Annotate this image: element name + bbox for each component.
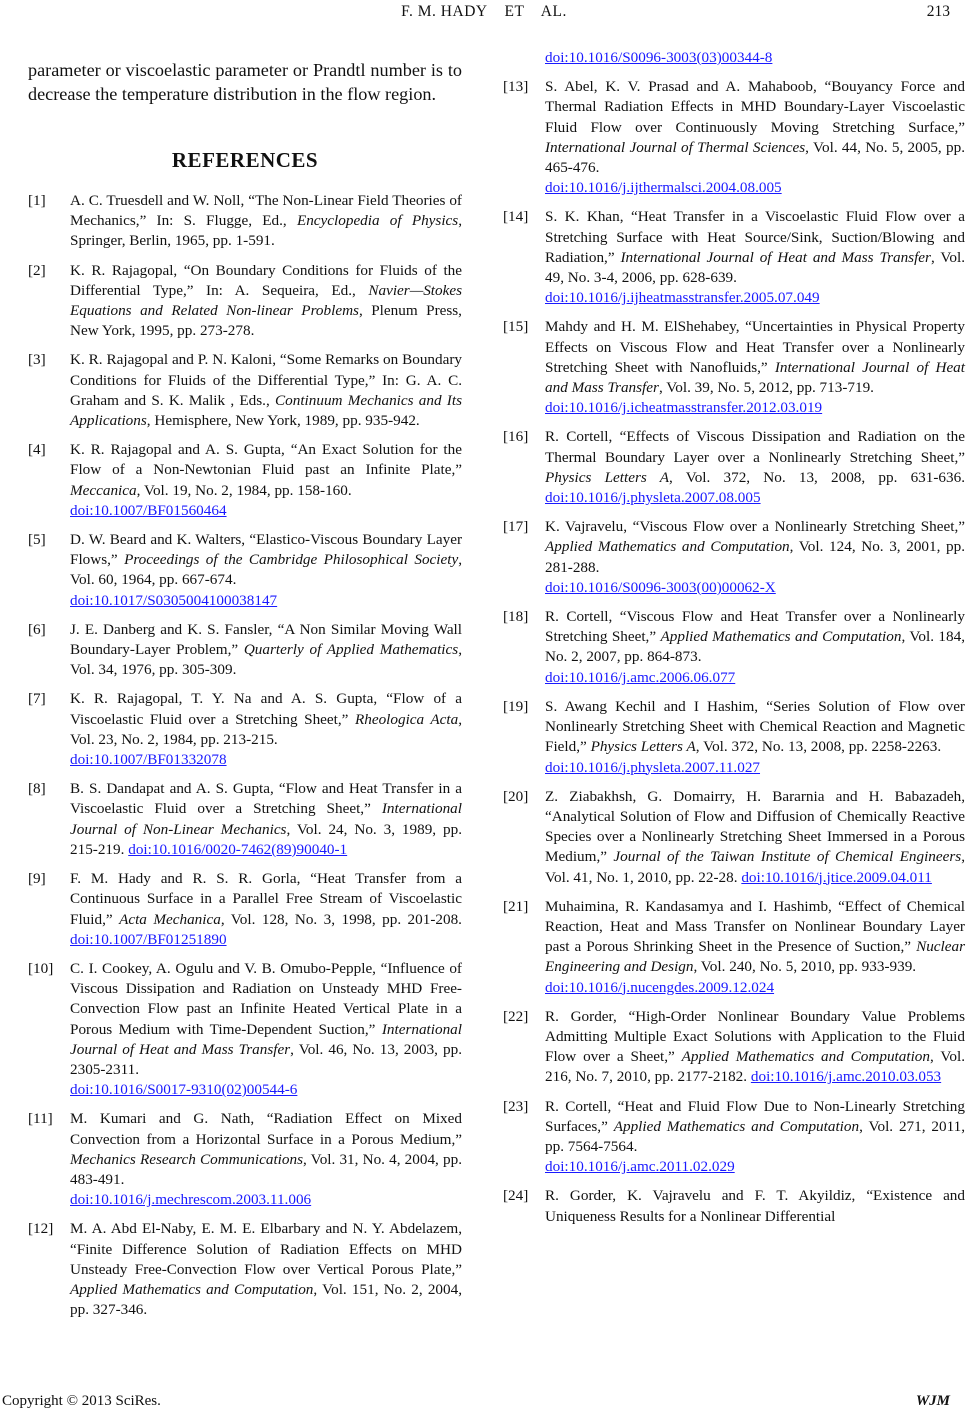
- reference-item: [28, 1109, 462, 1210]
- doi-link[interactable]: doi:10.1007/BF01332078: [70, 751, 227, 769]
- reference-number: [19]: [503, 697, 529, 715]
- reference-number: [24]: [503, 1187, 529, 1205]
- reference-number: [18]: [503, 608, 529, 626]
- reference-item: [28, 440, 462, 521]
- reference-number: [1]: [28, 192, 46, 209]
- doi-link[interactable]: doi:10.1016/j.jtice.2009.04.011: [741, 868, 932, 886]
- reference-number: [12]: [28, 1220, 54, 1238]
- reference-item: [28, 620, 462, 681]
- doi-link[interactable]: doi:10.1016/j.amc.2006.06.077: [545, 668, 736, 686]
- reference-list-left: [28, 191, 462, 1320]
- conclusion-paragraph: parameter or viscoelastic parameter or Prandtl number is to decrease the temperature distribution in the flow region.: [28, 60, 462, 104]
- reference-item: [28, 959, 462, 1100]
- reference-text: B. S. Dandapat and A. S. Gupta, “Flow and Heat Transfer in a Viscoelastic Fluid over a Stretching Sheet,” International Journal of Non-Linear Mechanics, Vol. 24, No. 3, 1989, pp. 215-219.: [70, 780, 463, 858]
- reference-body: [70, 530, 462, 611]
- reference-text: Muhaimina, R. Kandasamya and I. Hashimb, “Effect of Chemical Reaction, Heat and Mass Transfer on Nonlinear Boundary Layer past a Porous Shrinking Sheet in the Presence of Suction,” Nuclear Engineering and Design, Vol. 240, No. 5, 2010, pp. 933-939.: [545, 897, 965, 976]
- reference-item: [503, 787, 965, 888]
- doi-link[interactable]: doi:10.1016/j.ijthermalsci.2004.08.005: [545, 179, 782, 197]
- reference-number: [3]: [28, 351, 46, 369]
- doi-link[interactable]: doi:10.1016/0020-7462(89)90040-1: [128, 840, 348, 858]
- doi-link[interactable]: doi:10.1016/j.mechrescom.2003.11.006: [70, 1191, 312, 1209]
- reference-body: [545, 697, 965, 778]
- reference-number: [9]: [28, 870, 46, 888]
- reference-number: [17]: [503, 518, 529, 536]
- page-number: 213: [926, 3, 950, 20]
- reference-body: [545, 607, 965, 688]
- reference-body: [545, 77, 965, 198]
- doi-link[interactable]: doi:10.1016/j.amc.2011.02.029: [545, 1158, 735, 1176]
- reference-number: [14]: [503, 208, 529, 226]
- reference-number: [15]: [503, 318, 529, 336]
- doi-link[interactable]: doi:10.1016/j.physleta.2007.11.027: [545, 758, 761, 776]
- doi-link[interactable]: doi:10.1016/S0017-9310(02)00544-6: [70, 1081, 298, 1099]
- reference-text: C. I. Cookey, A. Ogulu and V. B. Omubo-Pepple, “Influence of Viscous Dissipation and Radiation on Unsteady MHD Free-Convection Flow past an Infinite Heated Vertical Plate in a Porous Medium with Time-Dependent Suction,” International Journal of Heat and Mass Transfer, Vol. 46, No. 13, 2003, pp. 2305-2311.: [70, 959, 462, 1078]
- reference-body: [545, 207, 965, 308]
- reference-body: [70, 350, 462, 431]
- reference-item: [28, 191, 462, 252]
- reference-number: [5]: [28, 531, 46, 549]
- reference-body: [70, 191, 462, 252]
- reference-number: [2]: [28, 261, 46, 279]
- reference-item: [28, 261, 462, 342]
- references-heading: REFERENCES: [171, 148, 319, 172]
- reference-item: [503, 697, 965, 778]
- reference-item: [28, 350, 462, 431]
- reference-number: [11]: [28, 1110, 53, 1128]
- reference-item: [503, 1186, 965, 1226]
- reference-body: [545, 787, 965, 888]
- reference-text: R. Cortell, “Viscous Flow and Heat Transfer over a Nonlinearly Stretching Sheet,” Applied Mathematics and Computation, Vol. 184, No. 2, 2007, pp. 864-873.: [545, 608, 965, 666]
- reference-body: [545, 517, 965, 598]
- reference-text: K. R. Rajagopal and A. S. Gupta, “An Exact Solution for the Flow of a Non-Newtonian Fluid past an Infinite Plate,” Meccanica, Vol. 19, No. 2, 1984, pp. 158-160.: [70, 441, 462, 499]
- doi-link[interactable]: doi:10.1016/j.ijheatmasstransfer.2005.07.049: [545, 289, 820, 307]
- reference-text: D. W. Beard and K. Walters, “Elastico-Viscous Boundary Layer Flows,” Proceedings of the Cambridge Philosophical Society, Vol. 60, 1964, pp. 667-674.: [70, 531, 463, 589]
- reference-text: M. Kumari and G. Nath, “Radiation Effect on Mixed Convection from a Horizontal Surface in a Porous Medium,” Mechanics Research Communications, Vol. 31, No. 4, 2004, pp. 483-491.: [70, 1110, 463, 1188]
- running-head: [0, 3, 968, 25]
- reference-text: J. E. Danberg and K. S. Fansler, “A Non Similar Moving Wall Boundary-Layer Problem,” Quarterly of Applied Mathematics, Vol. 34, 1976, pp. 305-309.: [70, 620, 462, 679]
- reference-item: [503, 897, 965, 998]
- reference-text: S. Awang Kechil and I Hashim, “Series Solution of Flow over Nonlinearly Stretching Sheet with Chemical Reaction and Magnetic Field,” Physics Letters A, Vol. 372, No. 13, 2008, pp. 2258-2263.: [545, 697, 965, 756]
- right-column: [503, 48, 965, 1236]
- reference-body: [70, 689, 462, 770]
- reference-text: A. C. Truesdell and W. Noll, “The Non-Linear Field Theories of Mechanics,” In: S. Flugge, Ed., Encyclopedia of Physics, Springer, Berlin, 1965, pp. 1-591.: [70, 192, 463, 250]
- reference-number: [21]: [503, 897, 529, 915]
- reference-12-doi-continued: [503, 48, 965, 68]
- doi-link[interactable]: doi:10.1007/BF01560464: [70, 501, 227, 519]
- reference-body: [70, 779, 462, 860]
- reference-text: R. Gorder, “High-Order Nonlinear Boundary Value Problems Admitting Multiple Exact Solutions with Application to the Fluid Flow over a Sheet,” Applied Mathematics and Computation, Vol. 216, No. 7, 2010, pp. 2177-2182.: [545, 1007, 965, 1086]
- reference-item: [503, 317, 965, 418]
- reference-body: [545, 1186, 965, 1226]
- reference-number: [8]: [28, 780, 46, 798]
- running-head-authors: F. M. HADY ET AL.: [401, 3, 567, 20]
- reference-number: [16]: [503, 428, 529, 446]
- reference-item: [503, 607, 965, 688]
- copyright-notice: Copyright © 2013 SciRes.: [2, 1393, 161, 1409]
- reference-body: [70, 1219, 462, 1320]
- reference-number: [4]: [28, 441, 46, 459]
- reference-number: [22]: [503, 1007, 529, 1025]
- reference-body: [70, 1109, 462, 1210]
- reference-text: K. R. Rajagopal, T. Y. Na and A. S. Gupta, “Flow of a Viscoelastic Fluid over a Stretching Sheet,” Rheologica Acta, Vol. 23, No. 2, 1984, pp. 213-215.: [70, 690, 462, 748]
- doi-link[interactable]: doi:10.1016/S0096-3003(00)00062-X: [545, 578, 776, 596]
- reference-text: R. Gorder, K. Vajravelu and F. T. Akyildiz, “Existence and Uniqueness Results for a Nonlinear Differential: [545, 1187, 965, 1225]
- reference-body: [545, 427, 965, 508]
- doi-link[interactable]: doi:10.1016/S0096-3003(03)00344-8: [545, 49, 773, 66]
- reference-text: M. A. Abd El-Naby, E. M. E. Elbarbary and N. Y. Abdelazem, “Finite Difference Solution of Radiation Effects on MHD Unsteady Free-Convection Flow over Vertical Porous Plate,” Applied Mathematics and Computation, Vol. 151, No. 2, 2004, pp. 327-346.: [70, 1220, 463, 1319]
- reference-item: [28, 1219, 462, 1320]
- reference-body: [70, 620, 462, 681]
- reference-body: [545, 317, 965, 418]
- reference-item: [503, 207, 965, 308]
- reference-item: [28, 689, 462, 770]
- doi-link[interactable]: doi:10.1007/BF01251890: [70, 930, 227, 948]
- reference-number: [7]: [28, 690, 46, 708]
- reference-text: F. M. Hady and R. S. R. Gorla, “Heat Transfer from a Continuous Surface in a Parallel Free Stream of Viscoelastic Fluid,” Acta Mechanica, Vol. 128, No. 3, 1998, pp. 201-208.: [70, 870, 462, 928]
- reference-item: [28, 779, 462, 860]
- reference-number: [6]: [28, 620, 46, 638]
- reference-body: [70, 959, 462, 1100]
- journal-abbreviation: WJM: [915, 1393, 950, 1409]
- reference-text: K. R. Rajagopal and P. N. Kaloni, “Some Remarks on Boundary Conditions for Fluids of the Differential Type,” In: G. A. C. Graham and S. K. Malik , Eds., Continuum Mechanics and Its Applications, Hemisphere, New York, 1989, pp. 935-942.: [70, 351, 462, 430]
- doi-link[interactable]: doi:10.1016/j.physleta.2007.08.005: [545, 489, 761, 507]
- reference-number: [23]: [503, 1097, 529, 1115]
- reference-item: [503, 517, 965, 598]
- reference-item: [503, 1007, 965, 1088]
- reference-item: [503, 1097, 965, 1178]
- reference-item: [503, 77, 965, 198]
- page-footer: [0, 1388, 968, 1414]
- doi-link[interactable]: doi:10.1017/S0305004100038147: [70, 591, 278, 609]
- reference-list-right: [503, 77, 965, 1227]
- doi-link[interactable]: doi:10.1016/j.nucengdes.2009.12.024: [545, 978, 775, 996]
- reference-item: [28, 869, 462, 950]
- reference-number: [10]: [28, 959, 54, 977]
- reference-text: R. Cortell, “Heat and Fluid Flow Due to Non-Linearly Stretching Surfaces,” Applied Mathematics and Computation, Vol. 271, 2011, pp. 7564-7564.: [545, 1097, 966, 1155]
- reference-text: K. R. Rajagopal, “On Boundary Conditions for Fluids of the Differential Type,” In: A. Sequeira, Ed., Navier—Stokes Equations and Related Non-linear Problems, Plenum Press, New York, 1995, pp. 273-278.: [70, 261, 462, 340]
- reference-item: [28, 530, 462, 611]
- doi-link[interactable]: doi:10.1016/j.amc.2010.03.053: [750, 1068, 942, 1086]
- reference-body: [70, 261, 462, 342]
- reference-item: [503, 427, 965, 508]
- reference-text: R. Cortell, “Effects of Viscous Dissipation and Radiation on the Thermal Boundary Layer over a Nonlinearly Stretching Sheet,” Physics Letters A, Vol. 372, No. 13, 2008, pp. 631-636.: [545, 428, 965, 486]
- reference-text: Z. Ziabakhsh, G. Domairry, H. Bararnia and H. Babazadeh, “Analytical Solution of Flow and Diffusion of Chemically Reactive Species over a Nonlinearly Stretching Sheet Immersed in a Porous Medium,” Journal of the Taiwan Institute of Chemical Engineers, Vol. 41, No. 1, 2010, pp. 22-28.: [545, 787, 965, 886]
- reference-body: [545, 1097, 965, 1178]
- reference-text: S. Abel, K. V. Prasad and A. Mahaboob, “Bouyancy Force and Thermal Radiation Effects in MHD Boundary-Layer Viscoelastic Fluid Flow over Continuously Moving Stretching Surface,” International Journal of Thermal Sciences, Vol. 44, No. 5, 2005, pp. 465-476.: [545, 78, 966, 177]
- reference-text: S. K. Khan, “Heat Transfer in a Viscoelastic Fluid Flow over a Stretching Surface with Heat Source/Sink, Suction/Blowing and Radiation,” International Journal of Heat and Mass Transfer, Vol. 49, No. 3-4, 2006, pp. 628-639.: [545, 208, 965, 287]
- reference-body: [545, 897, 965, 998]
- reference-body: [70, 440, 462, 521]
- reference-number: [20]: [503, 787, 529, 805]
- reference-body: [70, 869, 462, 950]
- reference-text: K. Vajravelu, “Viscous Flow over a Nonlinearly Stretching Sheet,” Applied Mathematics and Computation, Vol. 124, No. 3, 2001, pp. 281-288.: [545, 518, 965, 576]
- reference-text: Mahdy and H. M. ElShehabey, “Uncertainties in Physical Property Effects on Viscous Flow and Heat Transfer over a Nonlinearly Stretching Sheet with Nanofluids,” International Journal of Heat and Mass Transfer, Vol. 39, No. 5, 2012, pp. 713-719.: [545, 318, 965, 397]
- doi-link[interactable]: doi:10.1016/j.icheatmasstransfer.2012.03.019: [545, 399, 823, 417]
- reference-number: [13]: [503, 78, 529, 96]
- left-column: [28, 48, 462, 1329]
- reference-body: [545, 1007, 965, 1088]
